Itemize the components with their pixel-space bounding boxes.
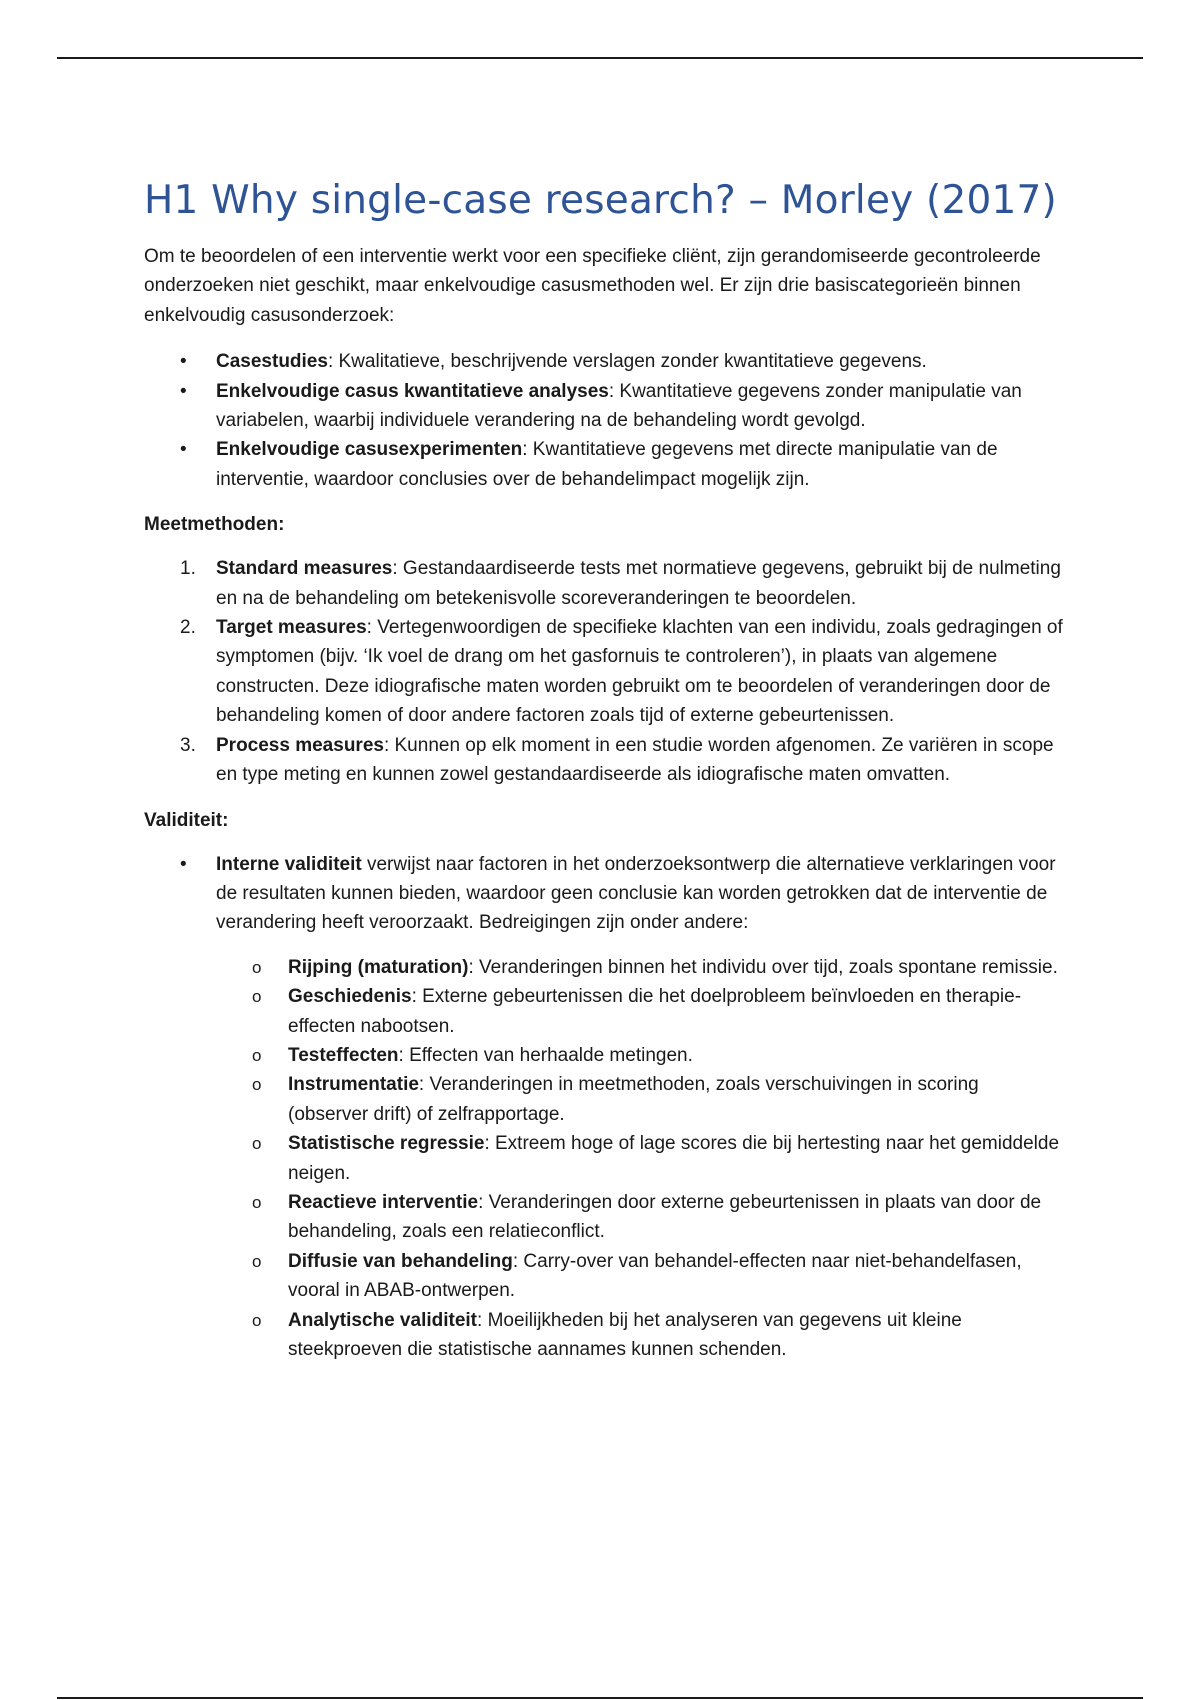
bullet-icon: • (180, 380, 187, 402)
description: : Gestandaardiseerde tests met normatieve gegevens, gebruikt bij de nulmeting en na de behandeling om betekenisvolle scoreveranderingen te beoordelen. (216, 558, 1061, 609)
list-item (180, 731, 1064, 790)
term: Geschiedenis (288, 986, 412, 1008)
sub-bullet-icon: o (252, 987, 262, 1007)
term: Statistische regressie (288, 1133, 485, 1155)
list-item (252, 1129, 1064, 1188)
footer-rule (57, 1697, 1143, 1699)
list-item (252, 1070, 1064, 1129)
term: Rijping (maturation) (288, 956, 469, 978)
category-list (180, 347, 1064, 494)
description: : Veranderingen in meetmethoden, zoals verschuivingen in scoring (observer drift) of zelfrapportage. (288, 1074, 979, 1125)
list-item (180, 554, 1064, 613)
header-rule (57, 57, 1143, 59)
sub-bullet-icon: o (252, 1045, 262, 1065)
term: Analytische validiteit (288, 1309, 478, 1331)
list-item (180, 850, 1064, 938)
validity-list (180, 850, 1064, 938)
term: Enkelvoudige casusexperimenten (216, 439, 523, 461)
bullet-icon: • (180, 853, 187, 875)
bullet-icon: • (180, 439, 187, 461)
threats-list (252, 953, 1064, 1365)
term: Casestudies (216, 351, 328, 373)
section-heading-measures: Meetmethoden: (144, 514, 285, 536)
list-item (180, 435, 1064, 494)
list-item (252, 1247, 1064, 1306)
document-body (144, 176, 1064, 1380)
description: : Vertegenwoordigen de specifieke klachten van een individu, zoals gedragingen of symptomen (bijv. ‘Ik voel de drang om het gasfornuis te controleren’), in plaats van algemene constructen. Deze idiografische maten worden gebruikt om te beoordelen of veranderingen door de behandeling komen of door andere factoren zoals tijd of externe gebeurtenissen. (216, 617, 1063, 727)
description: : Moeilijkheden bij het analyseren van gegevens uit kleine steekproeven die statistische aannames kunnen schenden. (288, 1309, 962, 1360)
sub-bullet-icon: o (252, 1075, 262, 1095)
list-item (180, 377, 1064, 436)
list-item (252, 1306, 1064, 1365)
description: : Effecten van herhaalde metingen. (398, 1044, 693, 1066)
term: Enkelvoudige casus kwantitatieve analyses (216, 380, 609, 402)
list-item (180, 347, 1064, 376)
list-item (252, 1188, 1064, 1247)
sub-bullet-icon: o (252, 1192, 262, 1212)
list-number: 1. (180, 558, 196, 580)
list-item (252, 1041, 1064, 1070)
measures-list (180, 554, 1064, 789)
bullet-icon: • (180, 351, 187, 373)
sub-bullet-icon: o (252, 1251, 262, 1271)
list-number: 2. (180, 617, 196, 639)
term: Diffusie van behandeling (288, 1250, 513, 1272)
description: : Externe gebeurtenissen die het doelprobleem beïnvloeden en therapie-effecten nabootsen. (288, 986, 1022, 1037)
description: : Kwantitatieve gegevens met directe manipulatie van de interventie, waardoor conclusies over de behandelimpact mogelijk zijn. (216, 439, 998, 490)
section-heading-validity: Validiteit: (144, 809, 229, 831)
term: Interne validiteit (216, 853, 362, 875)
description: : Carry-over van behandel-effecten naar niet-behandelfasen, vooral in ABAB-ontwerpen. (288, 1250, 1022, 1302)
list-item (180, 613, 1064, 731)
list-number: 3. (180, 734, 196, 756)
description: : Veranderingen binnen het individu over tijd, zoals spontane remissie. (468, 956, 1058, 978)
term: Testeffecten (288, 1044, 399, 1066)
description: : Kwantitatieve gegevens zonder manipulatie van variabelen, waarbij individuele verandering na de behandeling wordt gevolgd. (216, 380, 1022, 432)
term: Target measures (216, 617, 367, 639)
list-item (252, 953, 1064, 982)
term: Standard measures (216, 558, 393, 580)
term: Reactieve interventie (288, 1191, 479, 1213)
description: : Extreem hoge of lage scores die bij hertesting naar het gemiddelde neigen. (288, 1133, 1060, 1184)
description: : Kunnen op elk moment in een studie worden afgenomen. Ze variëren in scope en type meting en kunnen zowel gestandaardiseerde als idiografische maten omvatten. (216, 734, 1054, 786)
list-item (252, 982, 1064, 1041)
description: : Kwalitatieve, beschrijvende verslagen zonder kwantitatieve gegevens. (327, 351, 927, 373)
term: Process measures (216, 734, 384, 756)
term: Instrumentatie (288, 1074, 419, 1096)
intro-paragraph: Om te beoordelen of een interventie werkt voor een specifieke cliënt, zijn gerandomiseerde gecontroleerde onderzoeken niet geschikt, maar enkelvoudige casusmethoden wel. Er zijn drie basiscategorieën binnen enkelvoudig casusonderzoek: (144, 246, 1041, 326)
sub-bullet-icon: o (252, 1310, 262, 1330)
sub-bullet-icon: o (252, 957, 262, 977)
description: verwijst naar factoren in het onderzoeksontwerp die alternatieve verklaringen voor de resultaten kunnen bieden, waardoor geen conclusie kan worden getrokken dat de interventie de verandering heeft veroorzaakt. Bedreigingen zijn onder andere: (216, 853, 1056, 934)
sub-bullet-icon: o (252, 1134, 262, 1154)
page-title: H1 Why single-case research? – Morley (2017) (144, 178, 1057, 223)
description: : Veranderingen door externe gebeurtenissen in plaats van door de behandeling, zoals een relatieconflict. (288, 1191, 1042, 1243)
